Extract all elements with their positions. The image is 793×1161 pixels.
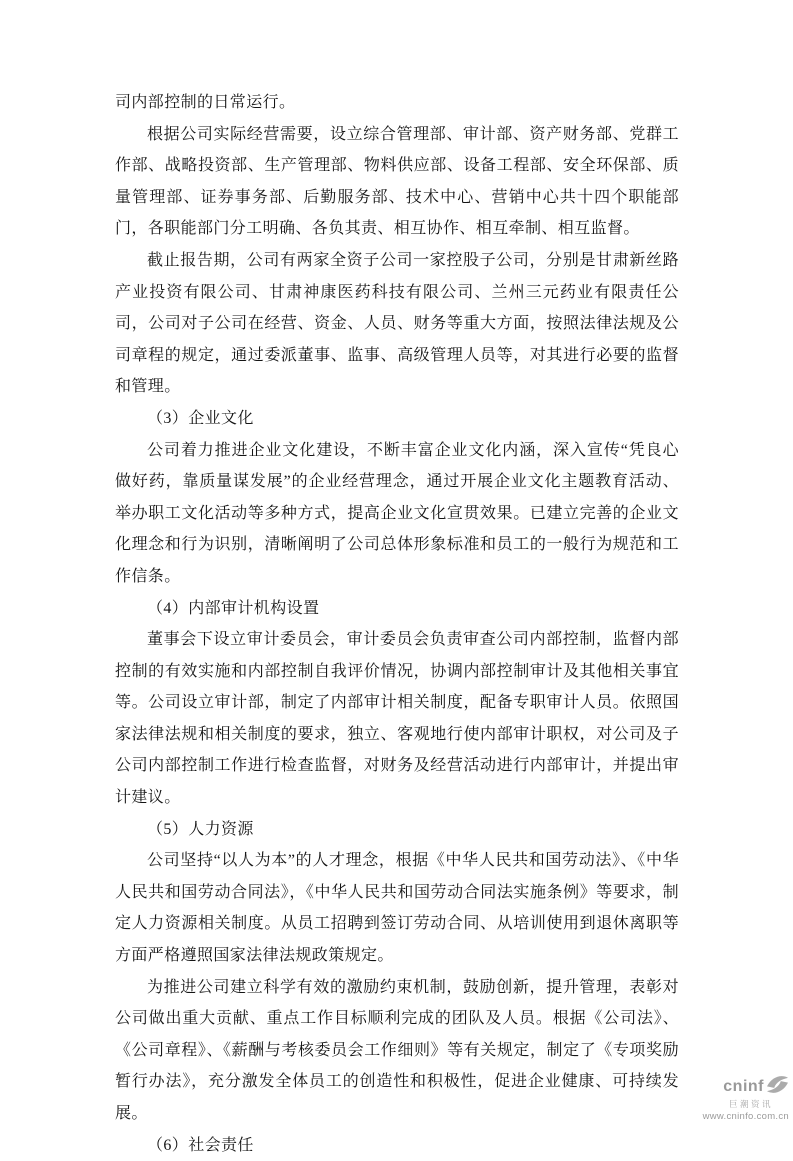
body-paragraph: 公司坚持“以人为本”的人才理念，根据《中华人民共和国劳动法》、《中华人民共和国劳动合同法》，《中华人民共和国劳动合同法实施条例》等要求，制定人力资源相关制度。从员工招聘到签订劳动合同、从培训使用到退休离职等方面严格遵照国家法律法规政策规定。 xyxy=(115,852,679,965)
section-heading-social-responsibility: （6）社会责任 xyxy=(147,1136,254,1154)
continuation-line: 司内部控制的日常运行。 xyxy=(115,94,296,111)
body-paragraph: 截止报告期，公司有两家全资子公司一家控股子公司，分别是甘肃新丝路产业投资有限公司、甘肃神康医药科技有限公司、兰州三元药业有限责任公司，公司对子公司在经营、资金、人员、财务等重大方面，按照法律法规及公司章程的规定，通过委派董事、监事、高级管理人员等，对其进行必要的监督和管理。 xyxy=(115,251,679,396)
body-paragraph: 董事会下设立审计委员会，审计委员会负责审查公司内部控制，监督内部控制的有效实施和内部控制自我评价情况，协调内部控制审计及其他相关事宜等。公司设立审计部，制定了内部审计相关制度，配备专职审计人员。依照国家法律法规和相关制度的要求，独立、客观地行使内部审计职权，对公司及子公司内部控制工作进行检查监督，对财务及经营活动进行内部审计，并提出审计建议。 xyxy=(115,631,679,807)
body-paragraph: 为推进公司建立科学有效的激励约束机制，鼓励创新，提升管理，表彰对公司做出重大贡献、重点工作目标顺利完成的团队及人员。根据《公司法》、《公司章程》、《薪酬与考核委员会工作细则》等有关规定，制定了《专项奖励暂行办法》，充分激发全体员工的创造性和积极性，促进企业健康、可持续发展。 xyxy=(115,978,679,1122)
cninfo-watermark xyxy=(703,1074,789,1121)
cninfo-logo-text: cninf xyxy=(723,1077,764,1095)
section-heading-human-resources: （5）人力资源 xyxy=(147,820,254,838)
body-paragraph: 根据公司实际经营需要，设立综合管理部、审计部、资产财务部、党群工作部、战略投资部、生产管理部、物料供应部、设备工程部、安全环保部、质量管理部、证券事务部、后勤服务部、技术中心、营销中心共十四个职能部门，各职能部门分工明确、各负其责、相互协作、相互牵制、相互监督。 xyxy=(115,125,679,238)
section-heading-corporate-culture: （3）企业文化 xyxy=(147,409,254,427)
cninfo-swirl-icon xyxy=(766,1074,789,1099)
section-heading-internal-audit: （4）内部审计机构设置 xyxy=(147,599,320,617)
cninfo-chinese-name: 巨潮资讯 xyxy=(728,1099,773,1109)
body-paragraph: 公司着力推进企业文化建设，不断丰富企业文化内涵，深入宣传“凭良心做好药，靠质量谋发展”的企业经营理念，通过开展企业文化主题教育活动、举办职工文化活动等多种方式，提高企业文化宣贯效果。已建立完善的企业文化理念和行为识别，清晰阐明了公司总体形象标准和员工的一般行为规范和工作信条。 xyxy=(115,441,679,585)
document-body xyxy=(115,87,679,1161)
cninfo-url: www.cninfo.com.cn xyxy=(702,1110,789,1122)
